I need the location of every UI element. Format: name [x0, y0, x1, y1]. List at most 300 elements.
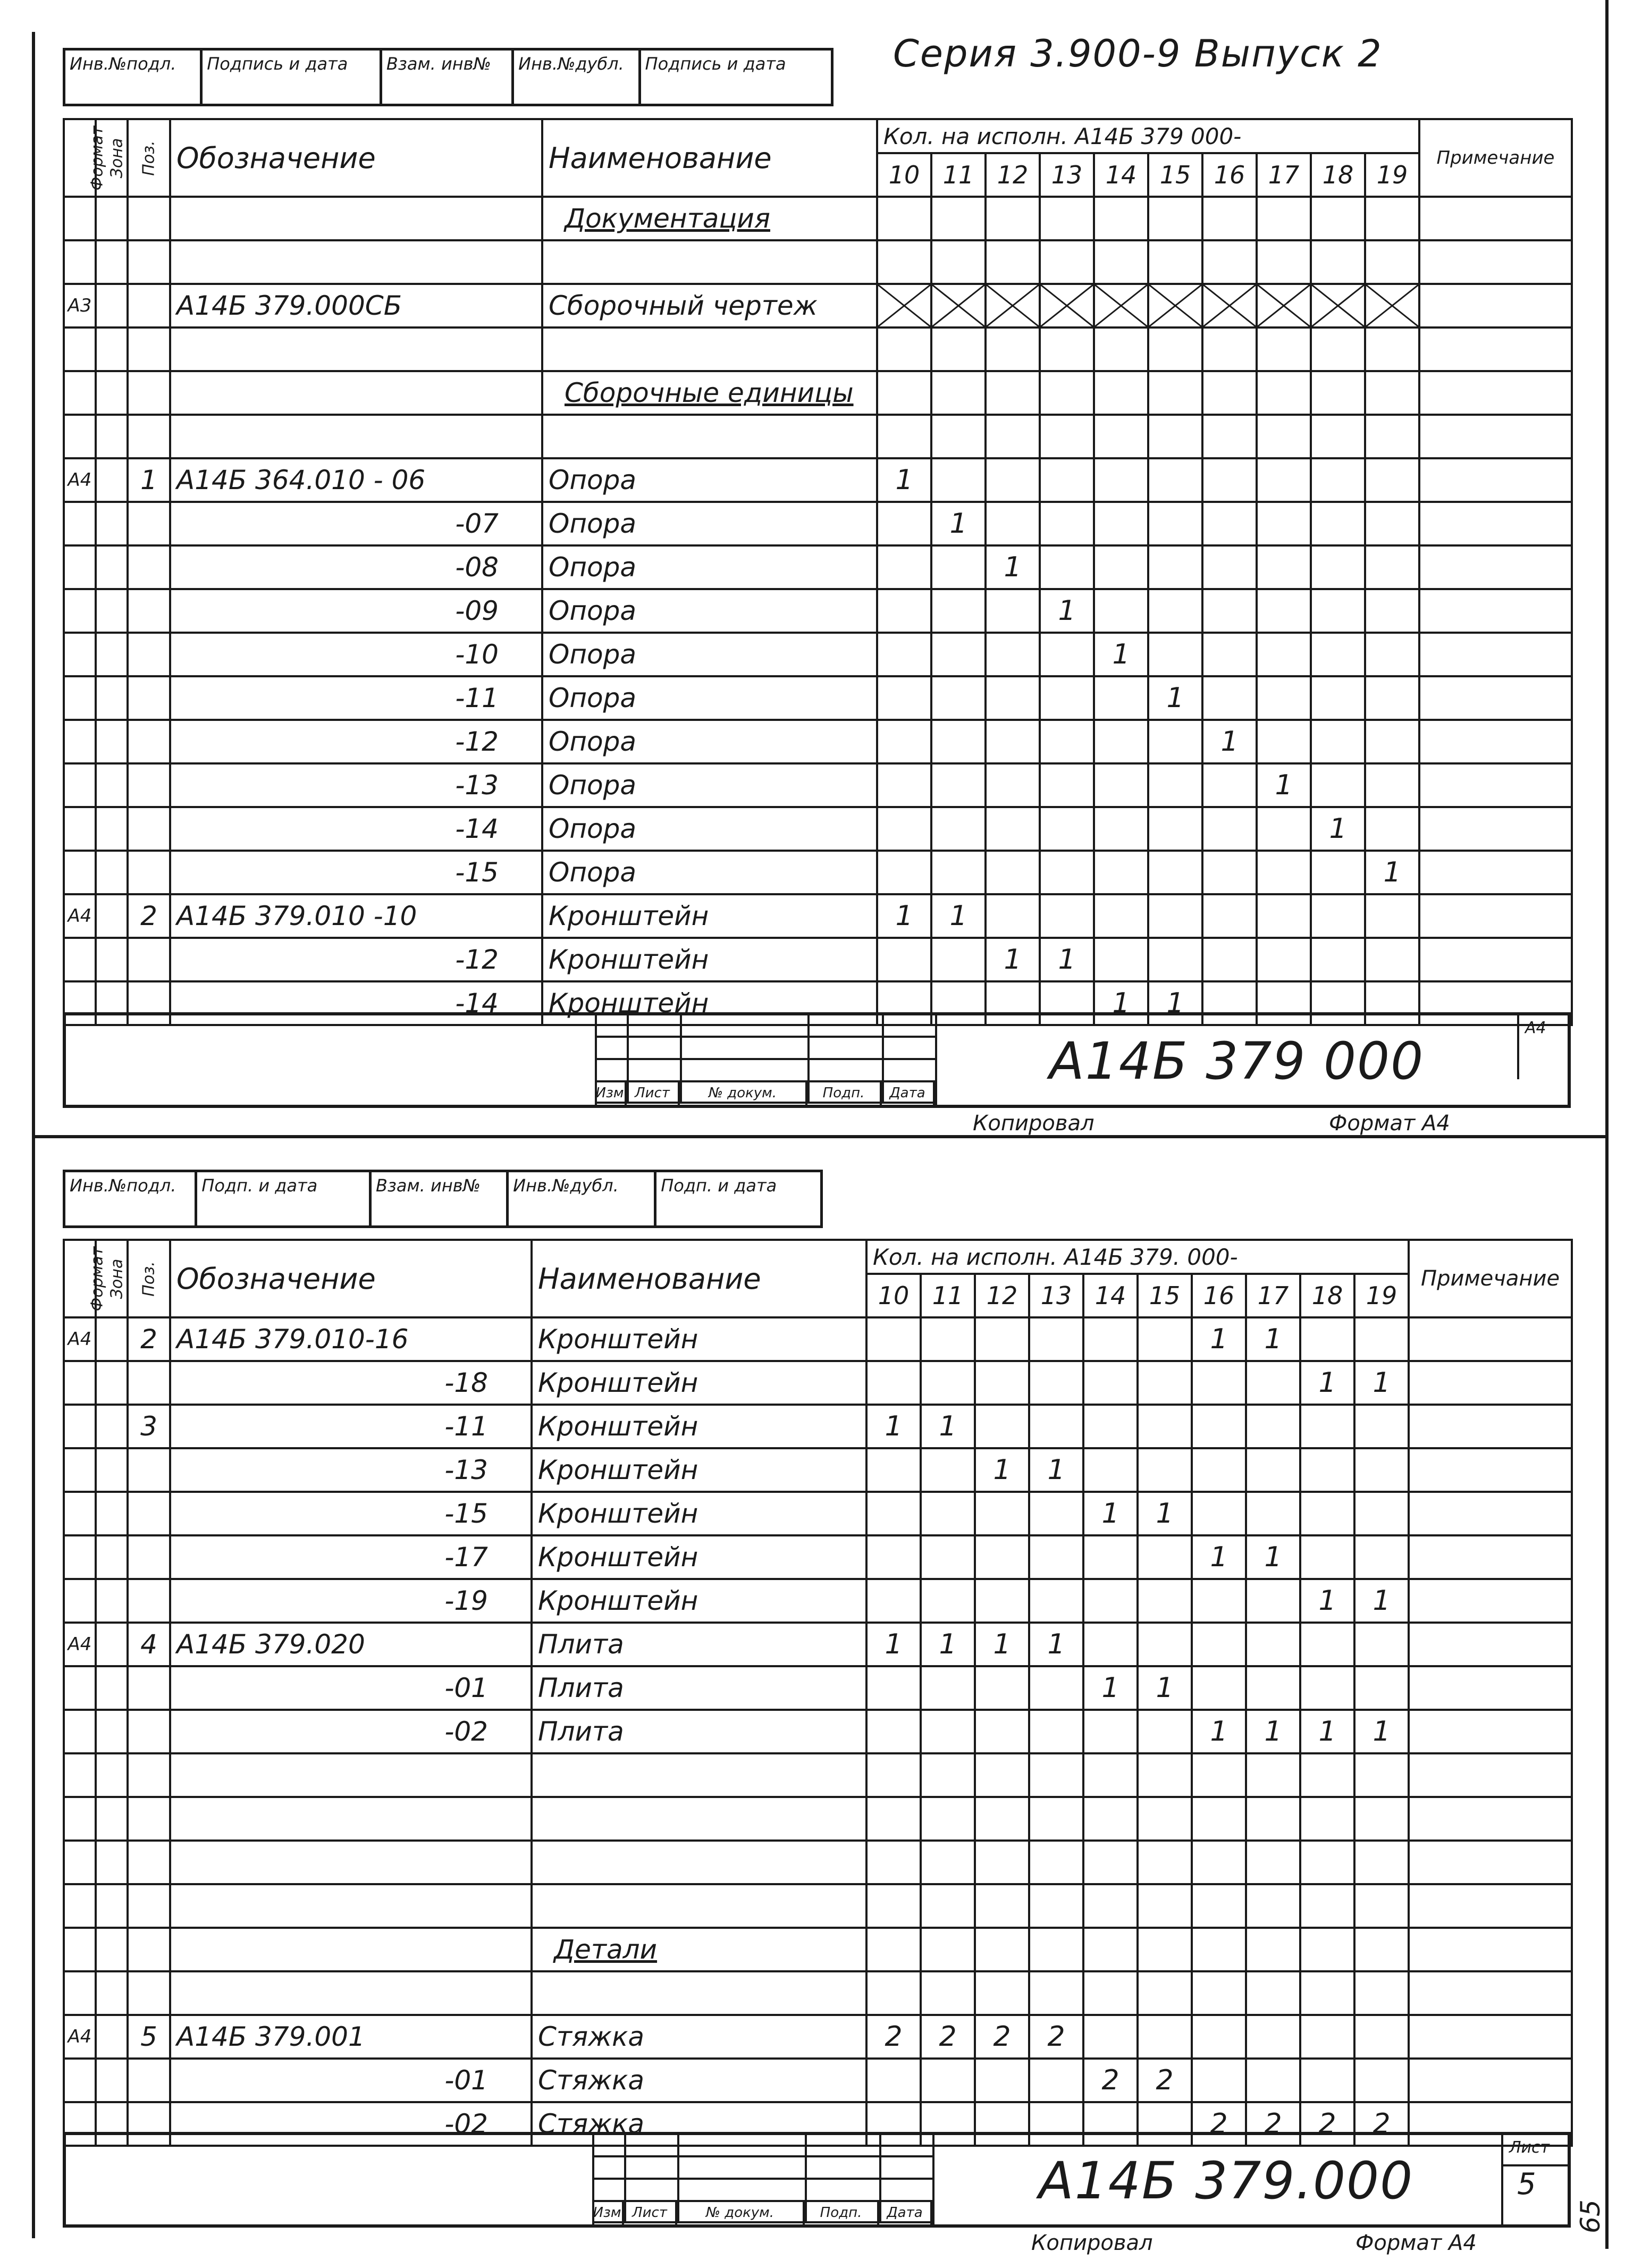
cell-qty [921, 1535, 975, 1579]
cell-qty [1246, 1492, 1300, 1535]
cell-qty [921, 1928, 975, 1971]
cell-qty [1138, 1710, 1192, 1753]
cell-qty [1148, 851, 1202, 894]
cell-qty [1202, 894, 1257, 938]
cell-qty [1257, 240, 1311, 284]
cell-qty [931, 458, 986, 502]
cell-qty [1257, 589, 1311, 633]
cell-qty [1311, 197, 1365, 240]
cell-qty [1354, 1317, 1409, 1361]
cell-name: Кронштейн [532, 1317, 866, 1361]
cell-note [1419, 240, 1572, 284]
cell-qty [1365, 894, 1419, 938]
cell-qty [1083, 1535, 1138, 1579]
cell-qty [1311, 720, 1365, 763]
cell-qty [1138, 1405, 1192, 1448]
cell-qty [1202, 240, 1257, 284]
tb-divider [935, 1015, 937, 1106]
cell-qty [1138, 1579, 1192, 1623]
cell-qty [931, 938, 986, 981]
cell-zone [96, 1535, 128, 1579]
cell-qty: 1 [1257, 763, 1311, 807]
cell-qty [1040, 502, 1094, 545]
cell-qty [1040, 327, 1094, 371]
cell-qty: 1 [877, 458, 931, 502]
qty-col-header: 12 [975, 1274, 1029, 1317]
cell-qty [1257, 371, 1311, 415]
cell-format [64, 1405, 96, 1448]
cell-zone [96, 1928, 128, 1971]
cell-qty: 1 [1040, 938, 1094, 981]
cell-qty [1029, 1928, 1083, 1971]
cell-qty: 1 [975, 1623, 1029, 1666]
cell-name: Документация [542, 197, 877, 240]
cell-qty [1246, 2059, 1300, 2102]
cell-qty [1148, 763, 1202, 807]
cell-qty [1354, 1405, 1409, 1448]
cell-qty [1192, 1971, 1246, 2015]
cell-name [532, 1884, 866, 1928]
cell-qty: 1 [986, 938, 1040, 981]
cell-qty [877, 502, 931, 545]
cell-qty [921, 1448, 975, 1492]
qty-col-header: 19 [1365, 153, 1419, 197]
qty-col-header: 19 [1354, 1274, 1409, 1317]
cell-name: Опора [542, 763, 877, 807]
cell-qty [866, 1448, 921, 1492]
cell-qty [986, 502, 1040, 545]
cell-designation [170, 1971, 532, 2015]
cell-pos [128, 371, 170, 415]
cell-designation: -09 [170, 589, 542, 633]
cell-pos [128, 633, 170, 676]
table-row [64, 1666, 1572, 1710]
cell-designation: -15 [170, 851, 542, 894]
cell-qty: 2 [1029, 2015, 1083, 2059]
qty-col-header: 18 [1300, 1274, 1354, 1317]
cell-qty [1192, 1492, 1246, 1535]
cell-qty [1354, 1753, 1409, 1797]
cell-qty: 1 [866, 1405, 921, 1448]
cell-note [1409, 1405, 1572, 1448]
cell-qty [1138, 1623, 1192, 1666]
sheet-label: Лист [1509, 2138, 1550, 2157]
cell-qty: 1 [1083, 1666, 1138, 1710]
cell-qty [1148, 458, 1202, 502]
cell-qty [866, 1841, 921, 1884]
tb-divider [1501, 2135, 1503, 2225]
qty-col-header: 16 [1192, 1274, 1246, 1317]
cell-qty [931, 284, 986, 327]
cell-qty [1192, 1884, 1246, 1928]
cell-pos [128, 851, 170, 894]
cell-pos: 2 [128, 894, 170, 938]
table-row [64, 938, 1572, 981]
cell-qty [975, 1841, 1029, 1884]
cell-note [1419, 851, 1572, 894]
cell-format [64, 1666, 96, 1710]
title-block-cell [629, 1060, 682, 1082]
cell-qty [1311, 327, 1365, 371]
table-row [64, 807, 1572, 851]
cell-qty [1148, 327, 1202, 371]
cell-qty [1094, 763, 1148, 807]
cell-designation: -17 [170, 1535, 532, 1579]
table-row [64, 240, 1572, 284]
stamp-cell: Инв.№дубл. [514, 51, 641, 104]
cell-qty [921, 1492, 975, 1535]
cell-zone [96, 545, 128, 589]
cell-designation: -13 [170, 763, 542, 807]
cell-qty [1202, 284, 1257, 327]
cell-name [532, 1971, 866, 2015]
cell-note [1419, 894, 1572, 938]
cell-qty [1083, 1448, 1138, 1492]
cell-qty [921, 2059, 975, 2102]
cell-qty [1148, 807, 1202, 851]
cell-qty [1246, 1797, 1300, 1841]
cell-note [1409, 1971, 1572, 2015]
cell-qty [866, 1666, 921, 1710]
cell-qty [877, 545, 931, 589]
cell-name [542, 327, 877, 371]
table-row [64, 1405, 1572, 1448]
cell-format [64, 807, 96, 851]
cell-designation: А14Б 379.000СБ [170, 284, 542, 327]
cell-name [542, 240, 877, 284]
cell-designation: -14 [170, 807, 542, 851]
cell-qty [921, 1971, 975, 2015]
cell-note [1419, 458, 1572, 502]
cell-qty [877, 327, 931, 371]
cell-qty [1354, 1884, 1409, 1928]
cell-qty: 1 [931, 502, 986, 545]
title-block-labels: Изм Лист № докум. Подп. Дата [595, 1081, 935, 1105]
cell-qty [986, 851, 1040, 894]
cell-name: Стяжка [532, 2102, 866, 2146]
cell-zone [96, 938, 128, 981]
cell-qty [1040, 458, 1094, 502]
cell-qty [1029, 1535, 1083, 1579]
cell-qty [1192, 1361, 1246, 1405]
title-block-cell [679, 2180, 807, 2202]
cell-qty [877, 284, 931, 327]
cell-zone [96, 502, 128, 545]
cell-designation: -01 [170, 1666, 532, 1710]
cell-note [1419, 371, 1572, 415]
cell-note [1409, 2015, 1572, 2059]
cell-qty [1246, 1928, 1300, 1971]
qty-col-header: 15 [1148, 153, 1202, 197]
cell-qty [931, 415, 986, 458]
cell-designation [170, 197, 542, 240]
cell-qty [1138, 1448, 1192, 1492]
cell-qty [1300, 1971, 1354, 2015]
cell-zone [96, 1753, 128, 1797]
table-row [64, 1361, 1572, 1405]
cell-format: А4 [64, 458, 96, 502]
cell-pos [128, 1971, 170, 2015]
doc-code: А14Б 379 000 [1049, 1031, 1425, 1091]
col-pos: Поз. [128, 119, 170, 197]
table-row [64, 676, 1572, 720]
cell-qty [1040, 851, 1094, 894]
cell-qty [1192, 1797, 1246, 1841]
qty-col-header: 16 [1202, 153, 1257, 197]
cell-qty [975, 1579, 1029, 1623]
cell-qty [1300, 1928, 1354, 1971]
cell-qty [986, 458, 1040, 502]
cell-qty [1257, 633, 1311, 676]
cell-qty [931, 327, 986, 371]
cell-qty [931, 676, 986, 720]
cell-qty [1029, 1317, 1083, 1361]
cell-format [64, 1753, 96, 1797]
cell-qty [866, 1971, 921, 2015]
cell-qty [866, 1884, 921, 1928]
cell-qty: 1 [921, 1405, 975, 1448]
cell-qty [1311, 676, 1365, 720]
cell-qty: 2 [1192, 2102, 1246, 2146]
cell-format: А4 [64, 1317, 96, 1361]
cell-qty [877, 589, 931, 633]
cell-qty [1040, 633, 1094, 676]
cell-pos [128, 676, 170, 720]
cell-note [1419, 938, 1572, 981]
qty-col-header: 10 [877, 153, 931, 197]
cross-mark [932, 285, 984, 326]
cell-qty [931, 851, 986, 894]
cell-qty: 1 [975, 1448, 1029, 1492]
format-note: Формат А4 [1329, 1111, 1450, 1136]
cell-note [1419, 676, 1572, 720]
copied-note: Копировал [973, 1111, 1094, 1136]
table-row [64, 1448, 1572, 1492]
cell-format [64, 502, 96, 545]
cell-pos: 1 [128, 458, 170, 502]
cell-note [1419, 327, 1572, 371]
cell-qty [975, 1797, 1029, 1841]
cell-qty [1246, 1579, 1300, 1623]
cell-qty [1192, 1928, 1246, 1971]
cell-note [1419, 763, 1572, 807]
cell-zone [96, 1666, 128, 1710]
cell-qty [866, 1492, 921, 1535]
table-row [64, 284, 1572, 327]
title-block-cell [679, 2157, 807, 2180]
cell-zone [96, 1361, 128, 1405]
title-block-cell [594, 2180, 626, 2202]
col-pos: Поз. [128, 1240, 170, 1317]
cell-qty [1300, 2015, 1354, 2059]
cell-name: Плита [532, 1623, 866, 1666]
cell-qty [1365, 327, 1419, 371]
cell-qty [1300, 1448, 1354, 1492]
cell-zone [96, 327, 128, 371]
title-block-labels: Изм Лист № докум. Подп. Дата [592, 2201, 932, 2224]
cell-qty: 2 [1300, 2102, 1354, 2146]
cell-format [64, 1841, 96, 1884]
cell-qty: 1 [1192, 1710, 1246, 1753]
cell-zone [96, 240, 128, 284]
cell-qty [1202, 938, 1257, 981]
cell-name: Опора [542, 720, 877, 763]
cell-qty [986, 589, 1040, 633]
format-note: Формат А4 [1355, 2231, 1477, 2255]
cell-qty: 1 [1148, 981, 1202, 1025]
title-block-cell [597, 1038, 629, 1060]
cell-qty [975, 1361, 1029, 1405]
cell-qty [1029, 1405, 1083, 1448]
col-name: Наименование [532, 1240, 866, 1317]
cross-mark [878, 285, 930, 326]
table-row [64, 1928, 1572, 1971]
cell-qty [1300, 1753, 1354, 1797]
cell-qty [1246, 1361, 1300, 1405]
cell-qty [975, 1971, 1029, 2015]
cell-qty [1040, 415, 1094, 458]
cell-qty [1094, 676, 1148, 720]
qty-col-header: 11 [921, 1274, 975, 1317]
cell-format [64, 589, 96, 633]
cell-format [64, 1884, 96, 1928]
cell-designation [170, 1884, 532, 1928]
cell-qty [877, 720, 931, 763]
spec-table-2 [63, 1239, 1573, 2147]
cell-qty [921, 1579, 975, 1623]
cell-qty [1311, 458, 1365, 502]
cell-name: Опора [542, 633, 877, 676]
col-qty-title: Кол. на исполн. А14Б 379 000- [877, 119, 1419, 153]
cell-qty [1311, 415, 1365, 458]
cell-qty [1148, 415, 1202, 458]
cell-designation [170, 415, 542, 458]
cell-qty [1354, 1971, 1409, 2015]
cell-qty [1202, 763, 1257, 807]
cell-note [1409, 1753, 1572, 1797]
cell-name: Опора [542, 676, 877, 720]
cell-qty [1040, 197, 1094, 240]
cross-mark [1095, 285, 1147, 326]
cell-qty [1246, 1405, 1300, 1448]
cell-name: Опора [542, 851, 877, 894]
qty-col-header: 15 [1138, 1274, 1192, 1317]
cell-name: Опора [542, 545, 877, 589]
cell-pos [128, 1448, 170, 1492]
cell-qty [1083, 1884, 1138, 1928]
cell-qty [1029, 1710, 1083, 1753]
cell-designation [170, 1797, 532, 1841]
cell-qty [1202, 633, 1257, 676]
cell-zone [96, 197, 128, 240]
cell-zone [96, 1317, 128, 1361]
cell-qty: 1 [1192, 1317, 1246, 1361]
cell-zone [96, 1710, 128, 1753]
cell-qty [1246, 1666, 1300, 1710]
cell-qty [1040, 371, 1094, 415]
cell-note [1419, 415, 1572, 458]
cell-qty [1094, 284, 1148, 327]
cell-qty [1365, 633, 1419, 676]
cell-designation: А14Б 364.010 - 06 [170, 458, 542, 502]
cell-qty [1257, 458, 1311, 502]
cell-qty: 1 [1094, 633, 1148, 676]
cell-zone [96, 676, 128, 720]
cell-qty [1300, 1317, 1354, 1361]
cell-qty [1354, 1448, 1409, 1492]
cell-format [64, 720, 96, 763]
cell-name: Кронштейн [532, 1492, 866, 1535]
cell-qty [1148, 197, 1202, 240]
cell-qty [1202, 676, 1257, 720]
cell-qty: 1 [1300, 1710, 1354, 1753]
cell-qty [921, 1797, 975, 1841]
title-block-2 [63, 2132, 1571, 2228]
cross-mark [1366, 285, 1418, 326]
title-block-cell [884, 1060, 937, 1082]
title-block-cell [807, 2135, 881, 2157]
cell-qty [1365, 589, 1419, 633]
title-block-cell [881, 2180, 934, 2202]
cell-pos [128, 197, 170, 240]
cell-note [1419, 807, 1572, 851]
cell-qty [975, 1535, 1029, 1579]
cell-qty [1083, 1579, 1138, 1623]
table-row [64, 894, 1572, 938]
col-qty-title: Кол. на исполн. А14Б 379. 000- [866, 1240, 1409, 1274]
cell-zone [96, 1579, 128, 1623]
cell-qty [1202, 415, 1257, 458]
cell-qty [1354, 1666, 1409, 1710]
cell-name: Кронштейн [532, 1579, 866, 1623]
cell-qty [921, 1666, 975, 1710]
cell-designation [170, 1753, 532, 1797]
cell-designation: А14Б 379.010-16 [170, 1317, 532, 1361]
cell-qty [975, 1753, 1029, 1797]
cell-qty [1257, 938, 1311, 981]
title-block-cell [881, 2135, 934, 2157]
title-block-cell [597, 1060, 629, 1082]
cell-qty [866, 1579, 921, 1623]
cell-qty [975, 1928, 1029, 1971]
cell-note [1409, 1884, 1572, 1928]
table-row [64, 1492, 1572, 1535]
cell-qty [1311, 502, 1365, 545]
table-row [64, 458, 1572, 502]
title-block-cell [626, 2157, 679, 2180]
table-row [64, 415, 1572, 458]
cell-pos [128, 1928, 170, 1971]
cell-format: А4 [64, 2015, 96, 2059]
cell-qty [1083, 1753, 1138, 1797]
cell-qty: 1 [1311, 807, 1365, 851]
cell-format [64, 1797, 96, 1841]
cell-qty [986, 240, 1040, 284]
cell-qty [877, 807, 931, 851]
cell-qty [1202, 807, 1257, 851]
cross-mark [1041, 285, 1093, 326]
cell-qty [975, 1884, 1029, 1928]
table-row [64, 589, 1572, 633]
cell-format [64, 1448, 96, 1492]
cell-pos [128, 240, 170, 284]
cell-qty [877, 415, 931, 458]
table-row [64, 1317, 1572, 1361]
cell-qty [1257, 415, 1311, 458]
table-row [64, 371, 1572, 415]
cell-qty [1192, 1579, 1246, 1623]
cell-qty [1246, 2015, 1300, 2059]
